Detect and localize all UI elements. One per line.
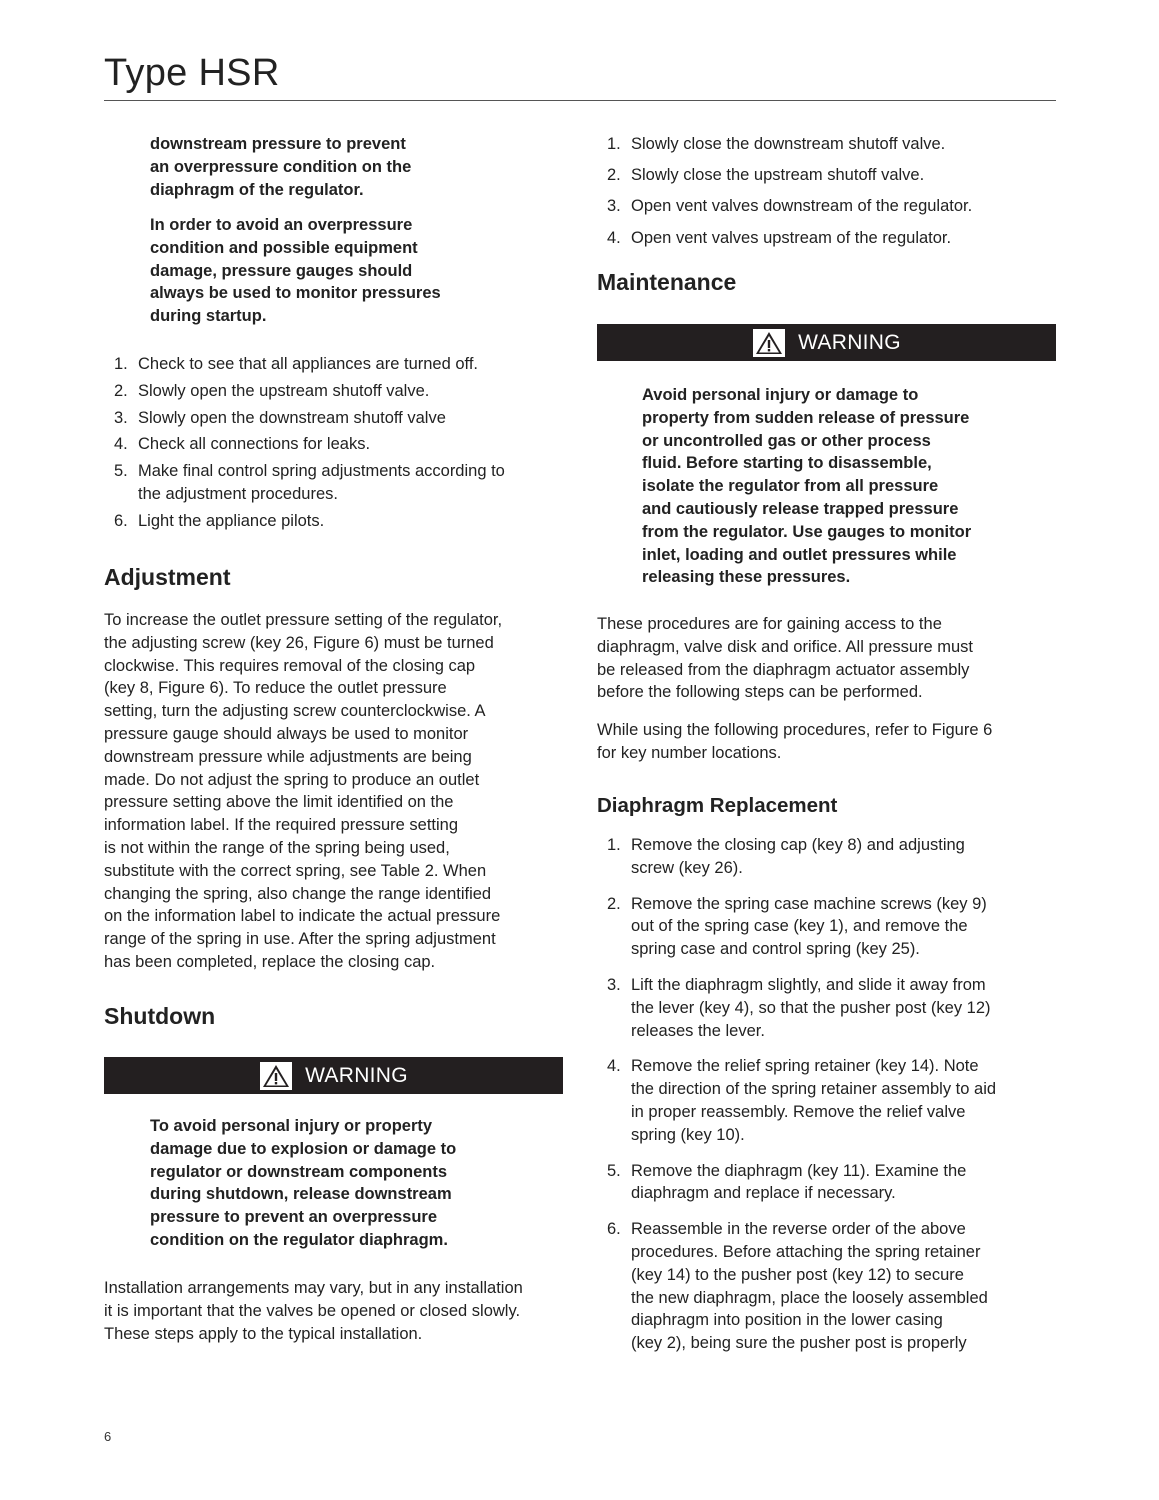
page-number: 6 [104, 1429, 112, 1444]
text-line: condition on the regulator diaphragm. [150, 1230, 448, 1249]
list-item-line: Remove the relief spring retainer (key 14). Note [631, 1057, 979, 1076]
text-line: has been completed, replace the closing cap. [104, 952, 436, 971]
text-line: condition and possible equipment [150, 238, 418, 257]
text-line: To increase the outlet pressure setting of the regulator, [104, 611, 503, 629]
list-item [104, 433, 574, 456]
procedures-paragraph [597, 613, 1057, 704]
list-item [597, 1160, 1057, 1206]
header-divider [104, 100, 1056, 101]
list-item-line: Slowly close the upstream shutoff valve. [631, 166, 925, 185]
shutdown-heading: Shutdown [104, 1003, 216, 1029]
maintenance-heading: Maintenance [597, 269, 737, 295]
list-item-line: the new diaphragm, place the loosely assembled [631, 1288, 988, 1307]
list-item-line: Make final control spring adjustments according to [138, 462, 505, 481]
list-item-line: Open vent valves upstream of the regulator. [631, 228, 952, 247]
text-line: always be used to monitor pressures [150, 284, 441, 303]
list-number: 6. [114, 511, 128, 530]
list-number: 6. [607, 1220, 621, 1239]
text-line: regulator or downstream components [150, 1162, 448, 1181]
text-line: substitute with the correct spring, see Table 2. When [104, 861, 487, 880]
maintenance-warning-text [642, 384, 1052, 589]
text-line: Installation arrangements may vary, but in any installation [104, 1279, 523, 1297]
list-number: 4. [114, 435, 128, 454]
list-item-line: screw (key 26). [631, 858, 743, 877]
text-line: downstream pressure to prevent [150, 135, 406, 153]
text-line: it is important that the valves be opened or closed slowly. [104, 1301, 521, 1320]
list-number: 4. [607, 1057, 621, 1076]
text-line: or uncontrolled gas or other process [642, 431, 931, 450]
list-item-line: Remove the spring case machine screws (key 9) [631, 894, 987, 913]
list-item-line: (key 14) to the pusher post (key 12) to secure [631, 1265, 964, 1284]
list-item-line: releases the lever. [631, 1021, 765, 1040]
text-line: setting, turn the adjusting screw counterclockwise. A [104, 702, 486, 721]
text-line: These steps apply to the typical installation. [104, 1324, 423, 1343]
list-number: 3. [114, 408, 128, 427]
list-item-line: procedures. Before attaching the spring retainer [631, 1242, 981, 1261]
text-line: for key number locations. [597, 743, 782, 762]
text-line: range of the spring in use. After the spring adjustment [104, 930, 496, 949]
list-number: 1. [607, 135, 621, 153]
text-line: fluid. Before starting to disassemble, [642, 454, 932, 473]
text-line: be released from the diaphragm actuator assembly [597, 660, 970, 679]
shutdown-steps-list [597, 133, 1057, 258]
list-item-line: Open vent valves downstream of the regulator. [631, 197, 973, 216]
shutdown-warning-text [150, 1115, 550, 1252]
list-item-line: (key 2), being sure the pusher post is properly [631, 1334, 967, 1353]
text-line: and cautiously release trapped pressure [642, 499, 959, 518]
page-title: Type HSR [104, 52, 280, 94]
text-line: from the regulator. Use gauges to monitor [642, 522, 972, 541]
list-item-line: out of the spring case (key 1), and remove the [631, 917, 968, 936]
list-item [104, 460, 574, 506]
text-line: Avoid personal injury or damage to [642, 386, 919, 404]
diaphragm-replacement-heading: Diaphragm Replacement [597, 794, 838, 817]
text-line: diaphragm, valve disk and orifice. All pressure must [597, 637, 974, 656]
text-line: changing the spring, also change the range identified [104, 884, 492, 903]
text-line: inlet, loading and outlet pressures while [642, 545, 957, 564]
diaphragm-steps-list [597, 834, 1057, 1368]
list-number: 1. [607, 836, 621, 854]
list-item [597, 893, 1057, 961]
list-item [597, 164, 1057, 187]
warning-label: WARNING [305, 1063, 408, 1087]
adjustment-heading: Adjustment [104, 564, 231, 590]
startup-steps-list [104, 353, 574, 537]
installation-paragraph [104, 1277, 574, 1345]
adjustment-paragraph [104, 609, 574, 974]
list-number: 2. [114, 381, 128, 400]
text-line: property from sudden release of pressure [642, 408, 970, 427]
list-item-line: Check to see that all appliances are turned off. [138, 355, 478, 373]
maintenance-warning-bar [597, 324, 1056, 361]
list-item-line: Check all connections for leaks. [138, 435, 371, 454]
list-item [597, 974, 1057, 1042]
list-number: 3. [607, 975, 621, 994]
text-line: (key 8, Figure 6). To reduce the outlet pressure [104, 679, 447, 698]
warning-triangle-icon [752, 328, 786, 358]
list-item [597, 227, 1057, 250]
list-number: 2. [607, 894, 621, 913]
list-item-line: the direction of the spring retainer assembly to aid [631, 1080, 997, 1099]
text-line: releasing these pressures. [642, 568, 851, 587]
text-line: To avoid personal injury or property [150, 1117, 433, 1135]
list-item-line: Slowly open the downstream shutoff valve [138, 408, 446, 427]
list-item-line: diaphragm and replace if necessary. [631, 1184, 896, 1203]
text-line: pressure gauge should always be used to monitor [104, 724, 469, 743]
caution-continuation [150, 133, 550, 201]
list-item [104, 510, 574, 533]
text-line: diaphragm of the regulator. [150, 180, 364, 199]
text-line: before the following steps can be performed. [597, 683, 923, 702]
text-line: damage due to explosion or damage to [150, 1139, 457, 1158]
warning-label: WARNING [798, 330, 901, 354]
text-line: damage, pressure gauges should [150, 261, 413, 280]
text-line: information label. If the required pressure setting [104, 816, 459, 835]
list-item-line: Remove the closing cap (key 8) and adjusting [631, 836, 965, 854]
list-item [104, 353, 574, 376]
text-line: during startup. [150, 307, 267, 326]
text-line: made. Do not adjust the spring to produce an outlet [104, 770, 480, 789]
text-line: pressure to prevent an overpressure [150, 1208, 438, 1227]
list-number: 5. [114, 462, 128, 481]
list-item [104, 407, 574, 430]
list-item-line: spring (key 10). [631, 1125, 745, 1144]
list-item-line: Reassemble in the reverse order of the above [631, 1220, 966, 1239]
warning-triangle-icon [259, 1061, 293, 1091]
list-number: 4. [607, 228, 621, 247]
list-item-line: spring case and control spring (key 25). [631, 940, 920, 959]
list-item [597, 1055, 1057, 1146]
text-line: isolate the regulator from all pressure [642, 477, 939, 496]
list-item [104, 380, 574, 403]
text-line: is not within the range of the spring being used, [104, 838, 450, 857]
text-line: In order to avoid an overpressure [150, 216, 413, 234]
text-line: While using the following procedures, refer to Figure 6 [597, 721, 993, 739]
text-line: during shutdown, release downstream [150, 1185, 452, 1204]
text-line: an overpressure condition on the [150, 157, 412, 176]
list-item-line: diaphragm into position in the lower casing [631, 1311, 943, 1330]
list-item-line: Lift the diaphragm slightly, and slide it away from [631, 975, 986, 994]
list-item-line: the adjustment procedures. [138, 484, 338, 503]
text-line: the adjusting screw (key 26, Figure 6) must be turned [104, 633, 494, 652]
list-number: 5. [607, 1161, 621, 1180]
list-number: 2. [607, 166, 621, 185]
list-item [597, 133, 1057, 156]
shutdown-warning-bar [104, 1057, 563, 1094]
list-item-line: Light the appliance pilots. [138, 511, 325, 530]
text-line: clockwise. This requires removal of the closing cap [104, 656, 476, 675]
list-number: 3. [607, 197, 621, 216]
list-item [597, 195, 1057, 218]
caution-paragraph [150, 214, 550, 328]
list-item-line: Slowly open the upstream shutoff valve. [138, 381, 430, 400]
list-item [597, 834, 1057, 880]
list-item-line: the lever (key 4), so that the pusher post (key 12) [631, 998, 991, 1017]
list-item-line: Slowly close the downstream shutoff valve. [631, 135, 946, 153]
text-line: These procedures are for gaining access to the [597, 615, 942, 633]
list-item-line: in proper reassembly. Remove the relief valve [631, 1102, 966, 1121]
list-item-line: Remove the diaphragm (key 11). Examine the [631, 1161, 967, 1180]
list-number: 1. [114, 355, 128, 373]
text-line: on the information label to indicate the actual pressure [104, 907, 501, 926]
text-line: downstream pressure while adjustments are being [104, 747, 472, 766]
list-item [597, 1218, 1057, 1355]
figure-reference-paragraph [597, 719, 1057, 765]
text-line: pressure setting above the limit identified on the [104, 793, 454, 812]
